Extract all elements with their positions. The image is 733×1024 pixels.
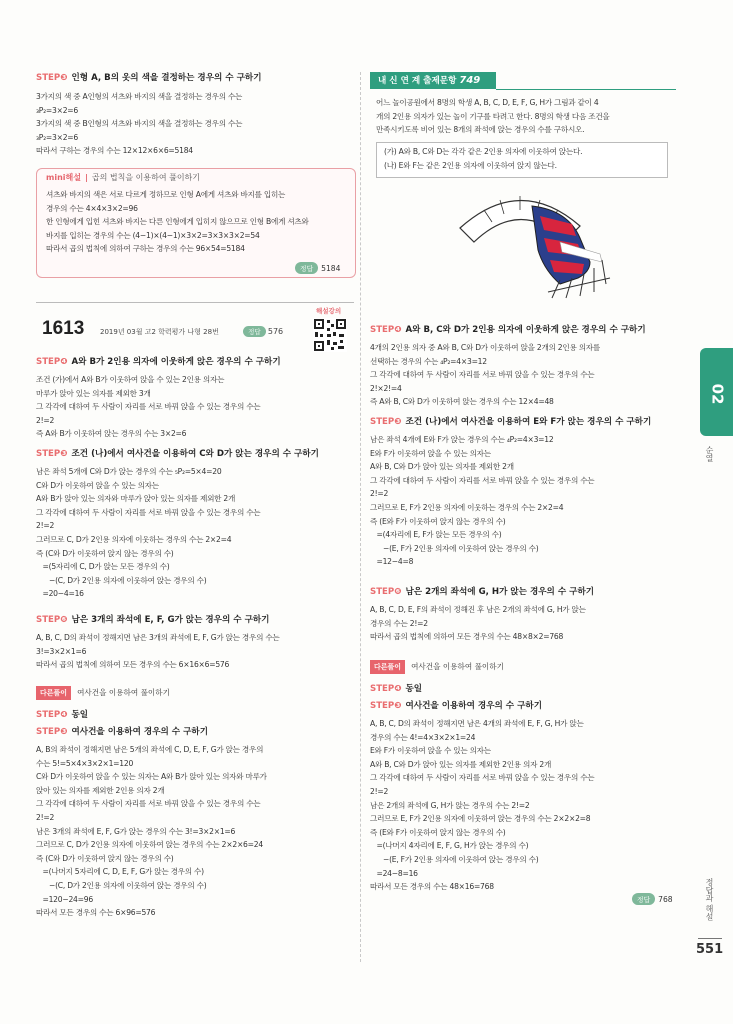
text-line: A와 B, C와 D가 앉아 있는 의자를 제외한 2인용 의자 2개 bbox=[370, 759, 552, 769]
text-block bbox=[370, 433, 594, 569]
text-line: 수는 5!=5×4×3×2×1=120 bbox=[36, 758, 134, 768]
text-line: 따라서 모든 경우의 수는 48×16=768 bbox=[370, 882, 494, 892]
text-line: ₃P₂=3×2=6 bbox=[36, 105, 78, 115]
text-line: 2!×2!=4 bbox=[370, 383, 402, 393]
text-line: 그러므로 C, D가 2인용 의자에 이웃하여 앉는 경우의 수는 2×2×6=24 bbox=[36, 840, 263, 850]
text-line: ₃P₂=3×2=6 bbox=[36, 132, 78, 142]
answer-badge: 정답 5184 bbox=[295, 262, 340, 274]
text-line: 개의 2인용 의자가 있는 놀이 기구를 타려고 한다. 8명의 학생 다음 조건을 bbox=[376, 111, 610, 121]
text-line: A, B의 좌석이 정해지면 남은 5개의 좌석에 C, D, E, F, G가 앉는 경우의 bbox=[36, 745, 264, 754]
text-line: 4개의 2인용 의자 중 A와 B, C와 D가 이웃하여 앉을 2개의 2인용 의자를 bbox=[370, 343, 600, 352]
text-block bbox=[370, 717, 594, 894]
text-line: 그 각각에 대하여 두 사람이 자리를 서로 바꿔 앉을 수 있는 경우의 수는 bbox=[370, 475, 595, 485]
problem-number: 1613 bbox=[42, 318, 85, 339]
text-line: 즉 A와 B, C와 D가 이웃하여 앉는 경우의 수는 12×4=48 bbox=[370, 397, 554, 407]
text-line: 즉 (C와 D가 이웃하여 앉지 않는 경우의 수) bbox=[36, 548, 174, 558]
text-line: 그 각각에 대하여 두 사람이 자리를 서로 바꿔 앉을 수 있는 경우의 수는 bbox=[36, 799, 261, 809]
alternative-solution-header: 다른풀이 여사건을 이용하여 풀이하기 bbox=[36, 686, 170, 700]
step-heading: STEP❸ 조건 (나)에서 여사건을 이용하여 C와 D가 앉는 경우의 수 구하기 bbox=[36, 449, 319, 459]
text-line: 어느 놀이공원에서 8명의 학생 A, B, C, D, E, F, G, H가 그림과 같이 4 bbox=[376, 98, 599, 107]
step-heading: STEP❸ 조건 (나)에서 여사건을 이용하여 E와 F가 앉는 경우의 수 구하기 bbox=[370, 417, 652, 427]
text-block bbox=[370, 341, 600, 409]
text-line: =(나머지 4자리에 E, F, G, H가 앉는 경우의 수) bbox=[370, 841, 529, 851]
mini-explanation-text bbox=[46, 188, 309, 256]
text-line: 남은 3개의 좌석에 E, F, G가 앉는 경우의 수는 3!=3×2×1=6 bbox=[36, 826, 236, 836]
step-heading: STEP❹ 동일 bbox=[36, 710, 89, 720]
text-line: =(나머지 5자리에 C, D, E, F, G가 앉는 경우의 수) bbox=[36, 867, 204, 877]
text-line: −(E, F가 2인용 의자에 이웃하여 앉는 경우의 수) bbox=[370, 854, 539, 864]
text-line: A, B, C, D의 좌석이 정해지면 남은 4개의 좌석에 E, F, G, H가 앉는 bbox=[370, 719, 584, 728]
text-line: 즉 (C와 D가 이웃하여 앉지 않는 경우의 수) bbox=[36, 853, 174, 863]
text-block bbox=[36, 465, 260, 601]
text-block bbox=[36, 90, 242, 158]
text-line: 즉 (E와 F가 이웃하여 앉지 않는 경우의 수) bbox=[370, 827, 506, 837]
answers-label: 정답과 해설 bbox=[705, 878, 714, 921]
text-line: 선택하는 경우의 수는 ₄P₂=4×3=12 bbox=[370, 356, 487, 366]
alternative-solution-header: 다른풀이 여사건을 이용하여 풀이하기 bbox=[370, 660, 504, 674]
page-number: 551 bbox=[696, 942, 724, 957]
text-line: (나) E와 F는 같은 2인용 의자에 이웃하여 앉지 않는다. bbox=[384, 160, 557, 170]
text-line: 경우의 수는 4!=4×3×2×1=24 bbox=[370, 732, 476, 742]
ride-illustration bbox=[440, 180, 620, 300]
text-line: C와 D가 이웃하여 앉을 수 있는 의자는 A와 B가 앉아 있는 의자와 마루가 bbox=[36, 772, 267, 782]
text-line: E와 F가 이웃하여 앉을 수 있는 의자는 bbox=[370, 448, 491, 458]
text-line: 그러므로 C, D가 2인용 의자에 이웃하는 경우의 수는 2×2=4 bbox=[36, 534, 232, 544]
column-divider bbox=[360, 72, 361, 962]
text-line: −(C, D가 2인용 의자에 이웃하여 앉는 경우의 수) bbox=[36, 575, 207, 585]
text-line: 2!=2 bbox=[370, 786, 389, 796]
text-line: 마루가 앉아 있는 의자를 제외한 3개 bbox=[36, 388, 151, 398]
text-line: 경우의 수는 2!=2 bbox=[370, 618, 428, 628]
text-line: 즉 (E와 F가 이웃하여 앉지 않는 경우의 수) bbox=[370, 516, 506, 526]
text-line: 따라서 모든 경우의 수는 6×96=576 bbox=[36, 908, 156, 918]
text-line: 한 인형에게 입힌 셔츠와 바지는 다른 인형에게 입히지 않으므로 인형 B에게 셔츠와 bbox=[46, 217, 309, 227]
text-line: =24−8=16 bbox=[370, 868, 418, 878]
text-line: 그러므로 E, F가 2인용 의자에 이웃하는 경우의 수는 2×2=4 bbox=[370, 502, 564, 512]
text-line: =(4자리에 E, F가 앉는 모든 경우의 수) bbox=[370, 530, 502, 540]
text-line: =120−24=96 bbox=[36, 894, 93, 904]
step-heading: STEP❹ A와 B가 2인용 의자에 이웃하게 앉은 경우의 수 구하기 bbox=[36, 357, 281, 367]
step-heading: STEP❸ 여사건을 이용하여 경우의 수 구하기 bbox=[36, 727, 208, 737]
text-line: 3!=3×2×1=6 bbox=[36, 646, 87, 656]
text-line: −(E, F가 2인용 의자에 이웃하여 앉는 경우의 수) bbox=[370, 543, 539, 553]
problem-header: 내 신 연 계 출제문항 749 bbox=[370, 72, 496, 89]
text-line: 조건 (가)에서 A와 B가 이웃하여 앉을 수 있는 2인용 의자는 bbox=[36, 375, 225, 384]
text-line: 즉 A와 B가 이웃하여 앉는 경우의 수는 3×2=6 bbox=[36, 429, 187, 439]
text-block bbox=[370, 603, 586, 644]
text-line: C와 D가 이웃하여 앉을 수 있는 의자는 bbox=[36, 480, 159, 490]
text-line: =20−4=16 bbox=[36, 589, 84, 599]
answer-badge: 정답 768 bbox=[632, 893, 673, 905]
text-line: 2!=2 bbox=[370, 489, 389, 499]
step-heading: STEP❻ 남은 2개의 좌석에 G, H가 앉는 경우의 수 구하기 bbox=[370, 587, 595, 597]
text-line: 그 각각에 대하여 두 사람이 자리를 서로 바꿔 앉을 수 있는 경우의 수는 bbox=[370, 370, 595, 380]
text-line: 셔츠와 바지의 색은 서로 다르게 정하므로 인형 A에게 셔츠와 바지를 입히는 bbox=[46, 190, 286, 199]
text-line: =(5자리에 C, D가 앉는 모든 경우의 수) bbox=[36, 562, 170, 572]
text-line: A, B, C, D, E, F의 좌석이 정해진 후 남은 2개의 좌석에 G, H가 앉는 bbox=[370, 605, 586, 614]
text-line: 2!=2 bbox=[36, 812, 55, 822]
text-block bbox=[36, 373, 260, 441]
text-block bbox=[36, 631, 280, 672]
text-line: 바지를 입히는 경우의 수는 (4−1)×(4−1)×3×2=3×3×3×2=54 bbox=[46, 230, 260, 240]
text-line: 그러므로 E, F가 2인용 의자에 이웃하여 앉는 경우의 수는 2×2×2=8 bbox=[370, 814, 591, 824]
text-line: 그 각각에 대하여 두 사람이 자리를 서로 바꿔 앉을 수 있는 경우의 수는 bbox=[36, 402, 261, 412]
text-line: 2!=2 bbox=[36, 521, 55, 531]
text-line: 따라서 곱의 법칙에 의하여 모든 경우의 수는 6×16×6=576 bbox=[36, 660, 230, 670]
text-line: A, B, C, D의 좌석이 정해지면 남은 3개의 좌석에 E, F, G가 앉는 경우의 수는 bbox=[36, 633, 280, 642]
step-heading: STEP❹ 동일 bbox=[370, 684, 423, 694]
text-line: 2!=2 bbox=[36, 415, 55, 425]
problem-source: 2019년 03월 고2 학력평가 나형 28번 정답 576 bbox=[100, 327, 284, 336]
problem-text bbox=[376, 96, 610, 137]
text-line: 그 각각에 대하여 두 사람이 자리를 서로 바꿔 앉을 수 있는 경우의 수는 bbox=[36, 507, 261, 517]
step-heading: STEP❻ 남은 3개의 좌석에 E, F, G가 앉는 경우의 수 구하기 bbox=[36, 615, 270, 625]
text-line: 경우의 수는 4×4×3×2=96 bbox=[46, 203, 138, 213]
text-line: 남은 2개의 좌석에 G, H가 앉는 경우의 수는 2!=2 bbox=[370, 800, 530, 810]
text-line: −(C, D가 2인용 의자에 이웃하여 앉는 경우의 수) bbox=[36, 880, 207, 890]
step-heading: STEP❹ A와 B, C와 D가 2인용 의자에 이웃하게 앉은 경우의 수 구하기 bbox=[370, 325, 646, 335]
mini-explanation-title: mini해설 | 곱의 법칙을 이용하여 풀이하기 bbox=[46, 173, 200, 182]
text-line: 3가지의 색 중 B인형의 셔츠와 바지의 색을 결정하는 경우의 수는 bbox=[36, 119, 243, 129]
step-heading: STEP❸ 인형 A, B의 옷의 색을 결정하는 경우의 수 구하기 bbox=[36, 73, 262, 83]
text-line: 그 각각에 대하여 두 사람이 자리를 서로 바꿔 앉을 수 있는 경우의 수는 bbox=[370, 773, 595, 783]
text-line: 남은 좌석 4개에 E와 F가 앉는 경우의 수는 ₄P₂=4×3=12 bbox=[370, 435, 554, 444]
lecture-label: 해설강의 bbox=[316, 307, 342, 315]
text-line: 만족시키도록 비어 있는 8개의 좌석에 앉는 경우의 수를 구하시오. bbox=[376, 125, 585, 135]
chapter-number: 02 bbox=[708, 383, 727, 405]
text-line: A와 B, C와 D가 앉아 있는 의자를 제외한 2개 bbox=[370, 462, 514, 472]
text-block bbox=[36, 743, 267, 920]
section-divider bbox=[36, 302, 354, 303]
qr-code-icon[interactable] bbox=[313, 318, 347, 352]
text-line: 3가지의 색 중 A인형의 셔츠와 바지의 색을 결정하는 경우의 수는 bbox=[36, 92, 243, 101]
chapter-title: 순열 bbox=[705, 446, 714, 462]
step-heading: STEP❸ 여사건을 이용하여 경우의 수 구하기 bbox=[370, 701, 542, 711]
text-line: (가) A와 B, C와 D는 각각 같은 2인용 의자에 이웃하여 앉는다. bbox=[384, 147, 583, 156]
header-rule bbox=[496, 89, 676, 90]
text-line: 남은 좌석 5개에 C와 D가 앉는 경우의 수는 ₅P₂=5×4=20 bbox=[36, 467, 222, 476]
text-line: 따라서 곱의 법칙에 의하여 모든 경우의 수는 48×8×2=768 bbox=[370, 632, 564, 642]
text-line: A와 B가 앉아 있는 의자와 마루가 앉아 있는 의자를 제외한 2개 bbox=[36, 494, 236, 504]
text-line: 따라서 구하는 경우의 수는 12×12×6×6=5184 bbox=[36, 146, 193, 156]
conditions-text bbox=[384, 145, 582, 172]
text-line: 따라서 곱의 법칙에 의하여 구하는 경우의 수는 96×54=5184 bbox=[46, 244, 245, 254]
text-line: E와 F가 이웃하여 앉을 수 있는 의자는 bbox=[370, 746, 491, 756]
text-line: 앉아 있는 의자를 제외한 2인용 의자 2개 bbox=[36, 785, 165, 795]
page-number-rule bbox=[698, 938, 722, 939]
text-line: =12−4=8 bbox=[370, 557, 414, 567]
